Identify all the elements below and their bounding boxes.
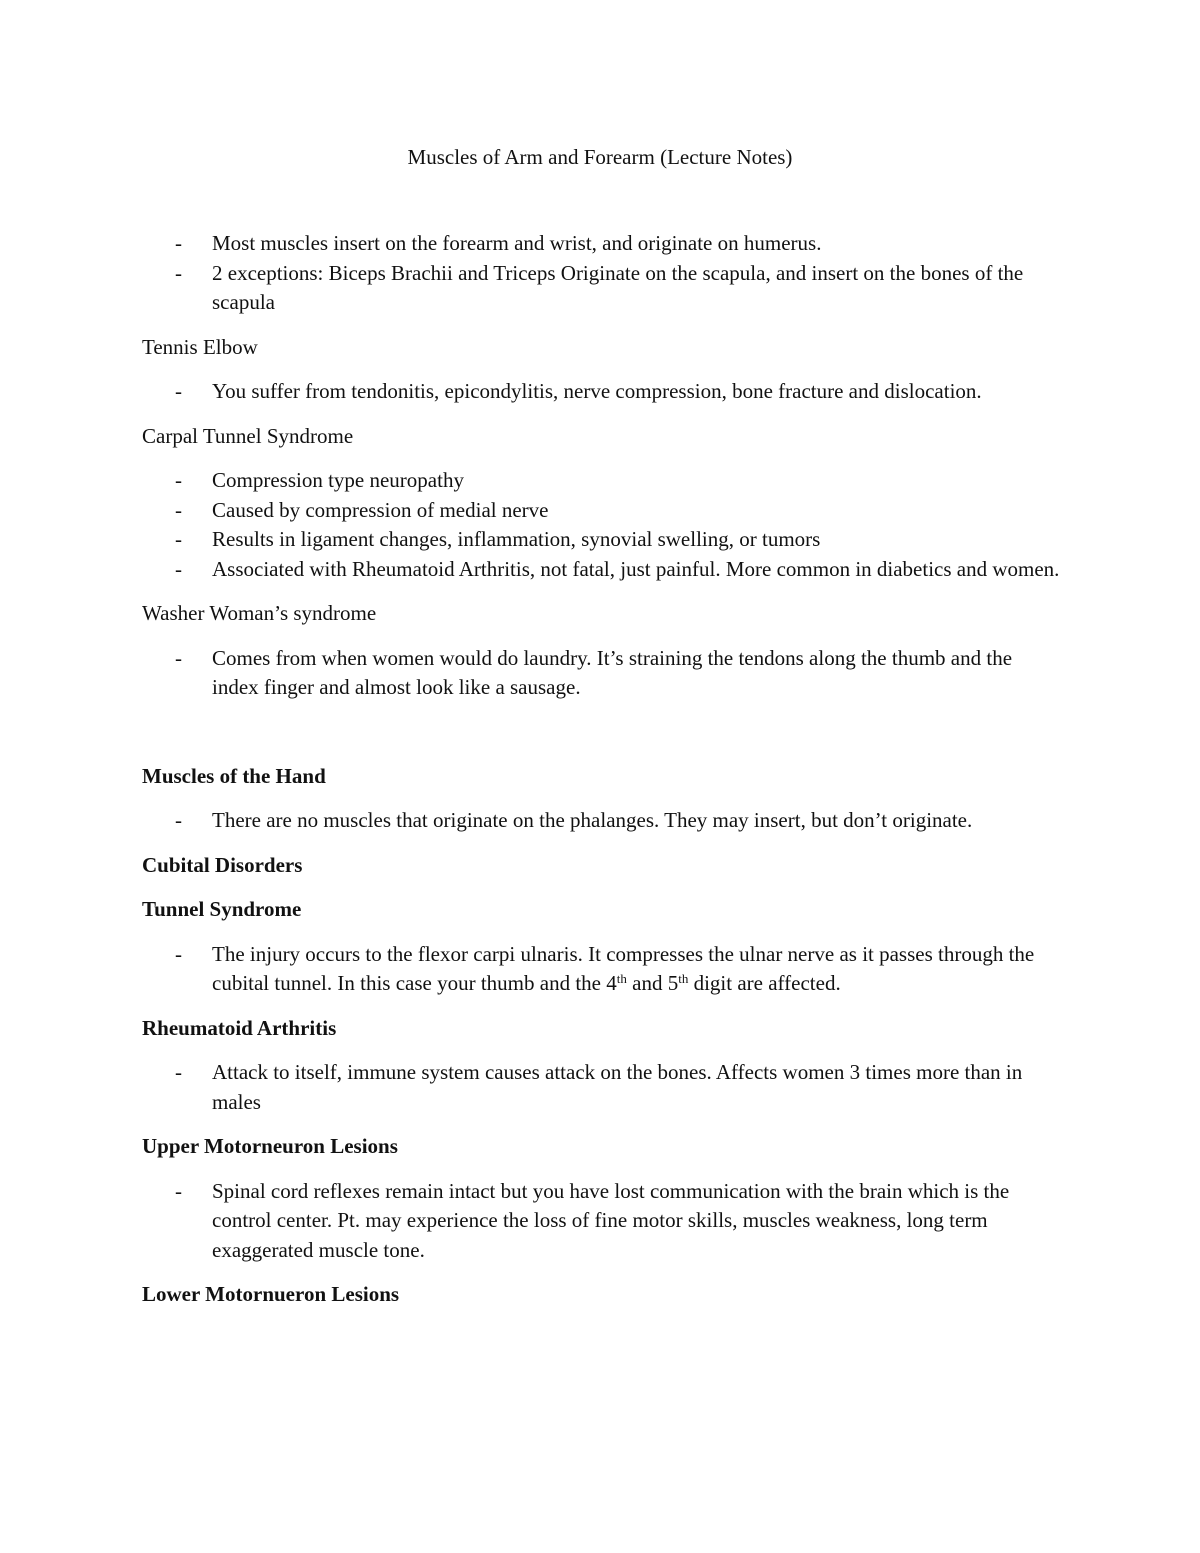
list-item-text: Comes from when women would do laundry. It’s straining the tendons along the thumb and the index finger and almost look like a sausage.: [212, 645, 1013, 699]
text-segment: and 5: [626, 971, 679, 995]
list-item: [142, 644, 1062, 703]
rheumatoid-arthritis-list: [142, 1058, 1062, 1117]
list-item-text: Results in ligament changes, inflammation, synovial swelling, or tumors: [212, 527, 821, 551]
washer-woman-list: [142, 644, 1062, 703]
dash-bullet: -: [175, 556, 182, 581]
tennis-elbow-list: [142, 377, 1062, 407]
list-item: [142, 940, 1062, 999]
spacer: [142, 718, 1062, 762]
dash-bullet: -: [175, 231, 182, 255]
intro-list: [142, 229, 1062, 318]
list-item-text: Most muscles insert on the forearm and wrist, and originate on humerus.: [212, 231, 822, 255]
dash-bullet: -: [175, 468, 182, 492]
list-item: [142, 1177, 1062, 1266]
section-heading-rheumatoid-arthritis: Rheumatoid Arthritis: [142, 1015, 337, 1040]
section-heading-washer-woman: Washer Woman’s syndrome: [142, 601, 377, 625]
section-heading-tunnel-syndrome: Tunnel Syndrome: [142, 897, 302, 921]
dash-bullet: -: [175, 941, 182, 966]
ordinal-suffix: th: [678, 971, 689, 986]
list-item-text: 2 exceptions: Biceps Brachii and Triceps Originate on the scapula, and insert on the bones of the scapula: [212, 260, 1024, 314]
dash-bullet: -: [175, 260, 182, 285]
list-item-text: Compression type neuropathy: [212, 468, 464, 492]
document-title: Muscles of Arm and Forearm (Lecture Notes): [407, 145, 793, 169]
dash-bullet: -: [175, 645, 182, 670]
section-heading-upper-motorneuron: Upper Motorneuron Lesions: [142, 1134, 398, 1158]
list-item: [142, 377, 1062, 407]
section-heading-muscles-of-hand: Muscles of the Hand: [142, 763, 326, 788]
list-item-text: Spinal cord reflexes remain intact but you have lost communication with the brain which is the control center. Pt. may experience the loss of fine motor skills, muscles weakness, long term exaggerated muscle tone.: [212, 1178, 1010, 1262]
list-item: [142, 1058, 1062, 1117]
list-item: [142, 806, 1062, 836]
tunnel-syndrome-list: [142, 940, 1062, 999]
section-heading-cubital-disorders: Cubital Disorders: [142, 852, 303, 877]
dash-bullet: -: [175, 497, 182, 522]
section-heading-carpal-tunnel: Carpal Tunnel Syndrome: [142, 423, 354, 448]
list-item: [142, 496, 1062, 526]
list-item: [142, 525, 1062, 555]
text-segment: The injury occurs to the flexor carpi ulnaris. It compresses the ulnar nerve as it passes through the cubital tunnel. In this case your thumb and the 4: [212, 941, 1035, 995]
list-item-text: [212, 942, 1034, 996]
dash-bullet: -: [175, 379, 182, 403]
list-item: [142, 466, 1062, 496]
list-item-text: You suffer from tendonitis, epicondylitis, nerve compression, bone fracture and dislocation.: [212, 379, 982, 403]
list-item: [142, 555, 1062, 585]
list-item: [142, 229, 1062, 259]
dash-bullet: -: [175, 527, 182, 551]
list-item: [142, 259, 1062, 318]
dash-bullet: -: [175, 808, 182, 832]
list-item-text: Associated with Rheumatoid Arthritis, not fatal, just painful. More common in diabetics and women.: [212, 556, 1060, 581]
list-item-text: Caused by compression of medial nerve: [212, 497, 549, 522]
document-body: [142, 229, 1062, 1325]
dash-bullet: -: [175, 1178, 182, 1203]
section-heading-lower-motornueron: Lower Motornueron Lesions: [142, 1282, 400, 1306]
text-segment: digit are affected.: [688, 971, 841, 995]
ordinal-suffix: th: [616, 971, 627, 986]
muscles-of-hand-list: [142, 806, 1062, 836]
dash-bullet: -: [175, 1060, 182, 1084]
list-item-text: There are no muscles that originate on the phalanges. They may insert, but don’t originate.: [212, 808, 973, 832]
carpal-tunnel-list: [142, 466, 1062, 584]
upper-motorneuron-list: [142, 1177, 1062, 1266]
list-item-text: Attack to itself, immune system causes attack on the bones. Affects women 3 times more than in males: [212, 1060, 1023, 1114]
section-heading-tennis-elbow: Tennis Elbow: [142, 334, 258, 359]
